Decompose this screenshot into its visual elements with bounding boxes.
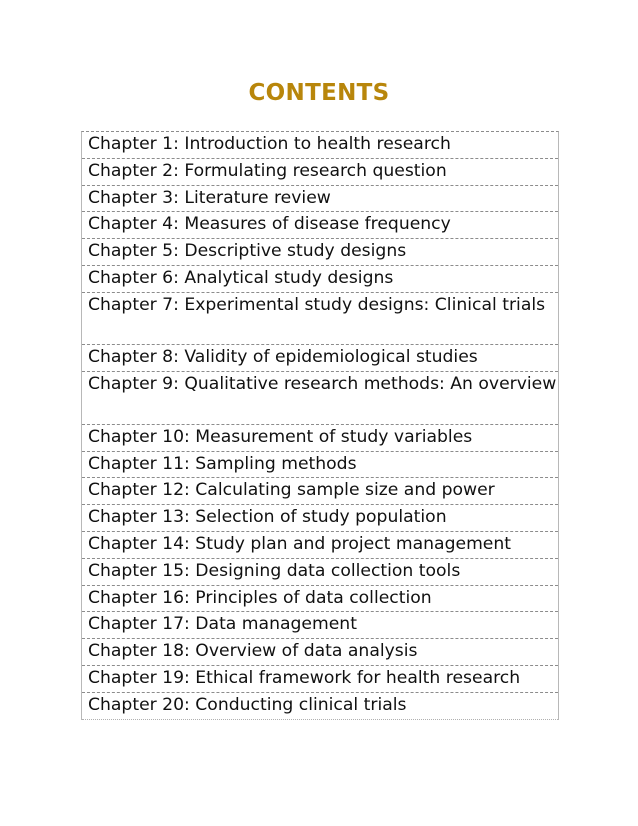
toc-row-chapter-14: Chapter 14: Study plan and project management: [82, 532, 558, 559]
toc-row-chapter-8: Chapter 8: Validity of epidemiological studies: [82, 345, 558, 372]
toc-row-chapter-11: Chapter 11: Sampling methods: [82, 452, 558, 479]
toc-row-chapter-15: Chapter 15: Designing data collection tools: [82, 559, 558, 586]
toc-row-chapter-7: Chapter 7: Experimental study designs: Clinical trials: [82, 293, 558, 346]
toc-row-chapter-12: Chapter 12: Calculating sample size and power: [82, 478, 558, 505]
toc-row-chapter-19: Chapter 19: Ethical framework for health research: [82, 666, 558, 693]
toc-row-chapter-10: Chapter 10: Measurement of study variables: [82, 425, 558, 452]
toc-row-chapter-20: Chapter 20: Conducting clinical trials: [82, 693, 558, 720]
toc-row-chapter-3: Chapter 3: Literature review: [82, 186, 558, 213]
toc-row-chapter-2: Chapter 2: Formulating research question: [82, 159, 558, 186]
toc-row-chapter-1: Chapter 1: Introduction to health research: [82, 132, 558, 159]
page-title: CONTENTS: [248, 80, 390, 106]
toc-row-chapter-6: Chapter 6: Analytical study designs: [82, 266, 558, 293]
toc-row-chapter-18: Chapter 18: Overview of data analysis: [82, 639, 558, 666]
toc-row-chapter-17: Chapter 17: Data management: [82, 612, 558, 639]
toc-row-chapter-5: Chapter 5: Descriptive study designs: [82, 239, 558, 266]
toc-row-chapter-16: Chapter 16: Principles of data collection: [82, 586, 558, 613]
toc-row-chapter-9: Chapter 9: Qualitative research methods: An overview: [82, 372, 558, 425]
toc-row-chapter-13: Chapter 13: Selection of study population: [82, 505, 558, 532]
toc-row-chapter-4: Chapter 4: Measures of disease frequency: [82, 212, 558, 239]
contents-table: [81, 131, 559, 720]
